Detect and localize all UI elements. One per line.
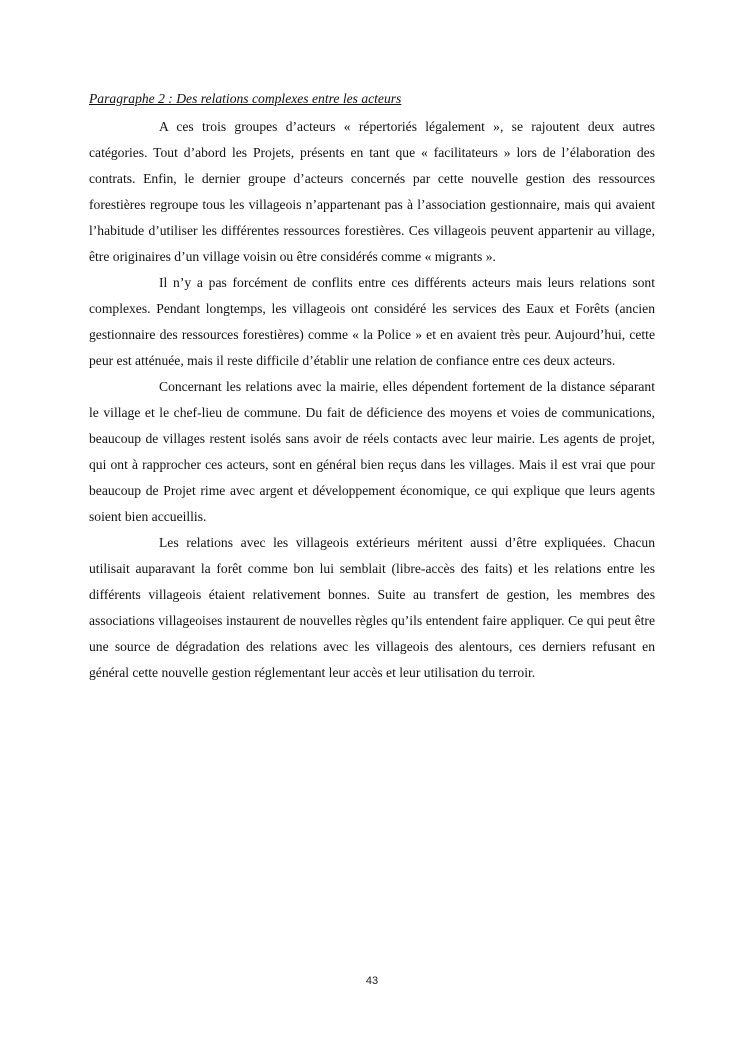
paragraph-4: Les relations avec les villageois extérieurs méritent aussi d’être expliquées. Chacun utilisait auparavant la forêt comme bon lui semblait (libre-accès des faits) et les relations entre les différents villageois étaient relativement bonnes. Suite au transfert de gestion, les membres des associations villageoises instaurent de nouvelles règles qu’ils entendent faire appliquer. Ce qui peut être une source de dégradation des relations avec les villageois des alentours, ces derniers refusant en général cette nouvelle gestion réglementant leur accès et leur utilisation du terroir. xyxy=(89,535,655,680)
paragraph-1: A ces trois groupes d’acteurs « répertoriés légalement », se rajoutent deux autres catégories. Tout d’abord les Projets, présents en tant que « facilitateurs » lors de l’élaboration des contrats. Enfin, le dernier groupe d’acteurs concernés par cette nouvelle gestion des ressources forestières regroupe tous les villageois n’appartenant pas à l’association gestionnaire, mais qui avaient l’habitude d’utiliser les différentes ressources forestières. Ces villageois peuvent appartenir au village, être originaires d’un village voisin ou être considérés comme « migrants ». xyxy=(89,119,655,264)
page-number: 43 xyxy=(365,975,379,987)
paragraph-3: Concernant les relations avec la mairie, elles dépendent fortement de la distance séparant le village et le chef-lieu de commune. Du fait de déficience des moyens et voies de communications, beaucoup de villages restent isolés sans avoir de réels contacts avec leur mairie. Les agents de projet, qui ont à rapprocher ces acteurs, sont en général bien reçus dans les villages. Mais il est vrai que pour beaucoup de Projet rime avec argent et développement économique, ce qui explique que leurs agents soient bien accueillis. xyxy=(89,379,655,524)
paragraph-2: Il n’y a pas forcément de conflits entre ces différents acteurs mais leurs relations sont complexes. Pendant longtemps, les villageois ont considéré les services des Eaux et Forêts (ancien gestionnaire des ressources forestières) comme « la Police » et en avaient très peur. Aujourd’hui, cette peur est atténuée, mais il reste difficile d’établir une relation de confiance entre ces deux acteurs. xyxy=(89,275,655,368)
section-heading: Paragraphe 2 : Des relations complexes entre les acteurs xyxy=(89,91,402,106)
page-content xyxy=(89,88,655,686)
